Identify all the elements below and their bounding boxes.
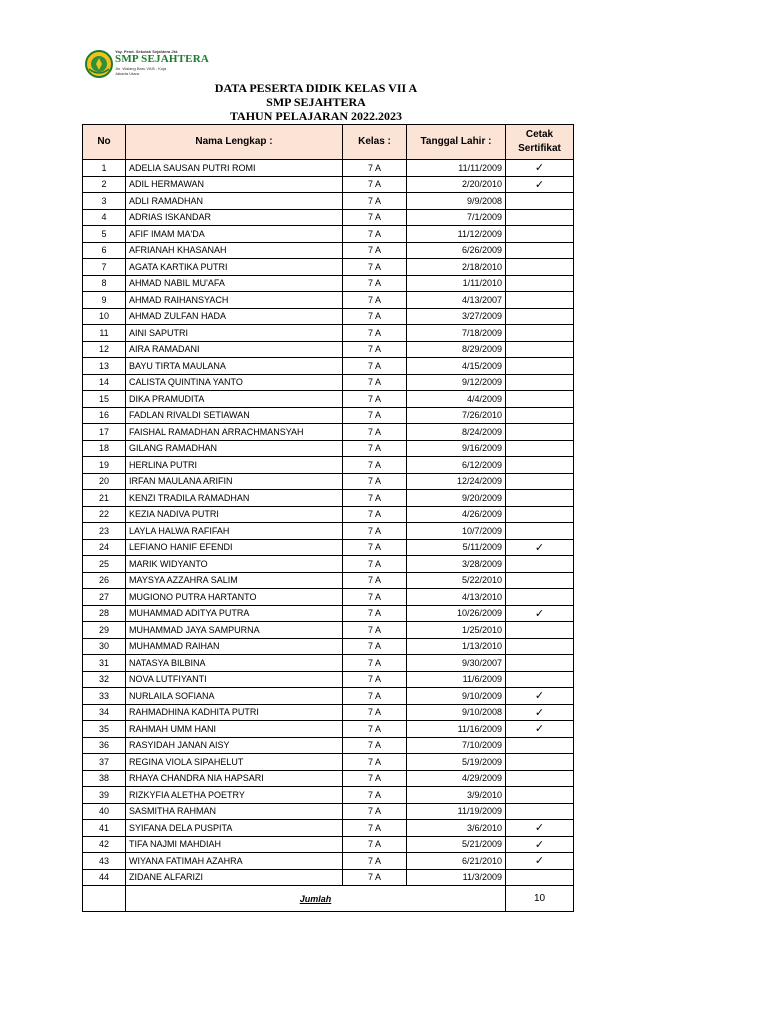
logo-org-name: Yay. Pend. Sekolah Sejahtera Jkt. xyxy=(115,49,179,54)
header-cetak xyxy=(506,125,574,160)
header-cetak-line1: Cetak xyxy=(525,129,554,140)
cell-no: 32 xyxy=(83,671,126,688)
cell-no: 9 xyxy=(83,292,126,309)
cell-nama: DIKA PRAMUDITA xyxy=(126,391,343,408)
cell-nama: ADRIAS ISKANDAR xyxy=(126,209,343,226)
cell-tanggal: 12/24/2009 xyxy=(407,473,506,490)
cell-kelas: 7 A xyxy=(343,754,407,771)
cell-nama: ADLI RAMADHAN xyxy=(126,193,343,210)
table-row xyxy=(83,803,574,820)
cell-no: 24 xyxy=(83,539,126,556)
cell-tanggal: 6/21/2010 xyxy=(407,853,506,870)
cell-nama: MARIK WIDYANTO xyxy=(126,556,343,573)
cell-kelas: 7 A xyxy=(343,704,407,721)
cell-no: 43 xyxy=(83,853,126,870)
cell-tanggal: 11/19/2009 xyxy=(407,803,506,820)
cell-no: 38 xyxy=(83,770,126,787)
title-line1: DATA PESERTA DIDIK KELAS VII A xyxy=(214,81,418,95)
cell-tanggal: 11/16/2009 xyxy=(407,721,506,738)
cell-cetak xyxy=(506,292,574,309)
cell-nama: MUHAMMAD ADITYA PUTRA xyxy=(126,605,343,622)
cell-cetak xyxy=(506,655,574,672)
cell-kelas: 7 A xyxy=(343,457,407,474)
cell-kelas: 7 A xyxy=(343,358,407,375)
cell-tanggal: 8/29/2009 xyxy=(407,341,506,358)
cell-tanggal: 2/20/2010 xyxy=(407,176,506,193)
cell-no: 25 xyxy=(83,556,126,573)
cell-nama: AFRIANAH KHASANAH xyxy=(126,242,343,259)
table-body xyxy=(83,160,574,886)
cell-no: 8 xyxy=(83,275,126,292)
logo-address-line1: Jln. Walang Baru VII/8 - Koja xyxy=(115,66,167,71)
table-row xyxy=(83,160,574,177)
cell-kelas: 7 A xyxy=(343,655,407,672)
cell-nama: KEZIA NADIVA PUTRI xyxy=(126,506,343,523)
table-row xyxy=(83,275,574,292)
cell-nama: MAYSYA AZZAHRA SALIM xyxy=(126,572,343,589)
table-row xyxy=(83,605,574,622)
cell-kelas: 7 A xyxy=(343,820,407,837)
cell-no: 20 xyxy=(83,473,126,490)
cell-cetak xyxy=(506,193,574,210)
checkmark-icon: ✓ xyxy=(506,704,574,721)
cell-kelas: 7 A xyxy=(343,737,407,754)
school-logo xyxy=(84,49,244,79)
cell-tanggal: 4/4/2009 xyxy=(407,391,506,408)
cell-tanggal: 2/18/2010 xyxy=(407,259,506,276)
table-row xyxy=(83,572,574,589)
cell-nama: RAHMADHINA KADHITA PUTRI xyxy=(126,704,343,721)
cell-no: 2 xyxy=(83,176,126,193)
cell-no: 33 xyxy=(83,688,126,705)
cell-no: 36 xyxy=(83,737,126,754)
cell-cetak xyxy=(506,787,574,804)
cell-kelas: 7 A xyxy=(343,374,407,391)
cell-tanggal: 8/24/2009 xyxy=(407,424,506,441)
table-row xyxy=(83,242,574,259)
cell-kelas: 7 A xyxy=(343,391,407,408)
cell-tanggal: 5/22/2010 xyxy=(407,572,506,589)
cell-no: 1 xyxy=(83,160,126,177)
cell-no: 34 xyxy=(83,704,126,721)
checkmark-icon: ✓ xyxy=(506,176,574,193)
table-row xyxy=(83,539,574,556)
cell-tanggal: 11/3/2009 xyxy=(407,869,506,886)
cell-cetak xyxy=(506,308,574,325)
cell-cetak xyxy=(506,622,574,639)
cell-cetak xyxy=(506,457,574,474)
table-row xyxy=(83,341,574,358)
cell-nama: REGINA VIOLA SIPAHELUT xyxy=(126,754,343,771)
cell-no: 31 xyxy=(83,655,126,672)
cell-no: 12 xyxy=(83,341,126,358)
cell-tanggal: 7/1/2009 xyxy=(407,209,506,226)
title-line2: SMP SEJAHTERA xyxy=(266,95,366,109)
table-row xyxy=(83,374,574,391)
total-label: Jumlah xyxy=(126,886,506,912)
cell-kelas: 7 A xyxy=(343,275,407,292)
cell-kelas: 7 A xyxy=(343,622,407,639)
cell-nama: LEFIANO HANIF EFENDI xyxy=(126,539,343,556)
cell-kelas: 7 A xyxy=(343,688,407,705)
table-row xyxy=(83,391,574,408)
cell-cetak xyxy=(506,275,574,292)
cell-no: 18 xyxy=(83,440,126,457)
cell-cetak xyxy=(506,424,574,441)
cell-cetak xyxy=(506,572,574,589)
logo-address-line2: Jakarta Utara xyxy=(115,71,140,76)
cell-tanggal: 6/26/2009 xyxy=(407,242,506,259)
cell-cetak xyxy=(506,259,574,276)
cell-no: 15 xyxy=(83,391,126,408)
cell-nama: LAYLA HALWA RAFIFAH xyxy=(126,523,343,540)
cell-kelas: 7 A xyxy=(343,556,407,573)
cell-tanggal: 3/27/2009 xyxy=(407,308,506,325)
cell-tanggal: 11/6/2009 xyxy=(407,671,506,688)
cell-nama: IRFAN MAULANA ARIFIN xyxy=(126,473,343,490)
cell-nama: GILANG RAMADHAN xyxy=(126,440,343,457)
cell-tanggal: 9/16/2009 xyxy=(407,440,506,457)
cell-tanggal: 5/21/2009 xyxy=(407,836,506,853)
cell-tanggal: 4/13/2007 xyxy=(407,292,506,309)
cell-tanggal: 7/26/2010 xyxy=(407,407,506,424)
cell-nama: AINI SAPUTRI xyxy=(126,325,343,342)
cell-no: 29 xyxy=(83,622,126,639)
total-row xyxy=(83,886,574,912)
cell-cetak xyxy=(506,506,574,523)
cell-kelas: 7 A xyxy=(343,770,407,787)
cell-nama: RASYIDAH JANAN AISY xyxy=(126,737,343,754)
table-row xyxy=(83,226,574,243)
table-row xyxy=(83,292,574,309)
cell-tanggal: 9/30/2007 xyxy=(407,655,506,672)
student-table xyxy=(82,124,574,912)
cell-tanggal: 9/12/2009 xyxy=(407,374,506,391)
table-row xyxy=(83,424,574,441)
cell-tanggal: 4/26/2009 xyxy=(407,506,506,523)
logo-address xyxy=(115,66,166,76)
table-row xyxy=(83,671,574,688)
cell-cetak xyxy=(506,754,574,771)
cell-nama: NATASYA BILBINA xyxy=(126,655,343,672)
cell-kelas: 7 A xyxy=(343,572,407,589)
table-row xyxy=(83,754,574,771)
cell-tanggal: 9/20/2009 xyxy=(407,490,506,507)
cell-cetak xyxy=(506,391,574,408)
cell-nama: NOVA LUTFIYANTI xyxy=(126,671,343,688)
cell-tanggal: 5/19/2009 xyxy=(407,754,506,771)
cell-nama: WIYANA FATIMAH AZAHRA xyxy=(126,853,343,870)
cell-cetak xyxy=(506,671,574,688)
cell-nama: TIFA NAJMI MAHDIAH xyxy=(126,836,343,853)
cell-nama: NURLAILA SOFIANA xyxy=(126,688,343,705)
cell-tanggal: 1/11/2010 xyxy=(407,275,506,292)
table-row xyxy=(83,787,574,804)
cell-no: 6 xyxy=(83,242,126,259)
table-row xyxy=(83,655,574,672)
cell-no: 30 xyxy=(83,638,126,655)
cell-cetak xyxy=(506,869,574,886)
cell-kelas: 7 A xyxy=(343,176,407,193)
cell-nama: ADELIA SAUSAN PUTRI ROMI xyxy=(126,160,343,177)
table-row xyxy=(83,358,574,375)
checkmark-icon: ✓ xyxy=(506,853,574,870)
checkmark-icon: ✓ xyxy=(506,820,574,837)
checkmark-icon: ✓ xyxy=(506,605,574,622)
table-row xyxy=(83,589,574,606)
cell-cetak xyxy=(506,490,574,507)
table-row xyxy=(83,622,574,639)
cell-kelas: 7 A xyxy=(343,325,407,342)
cell-cetak xyxy=(506,374,574,391)
total-empty-cell xyxy=(83,886,126,912)
cell-kelas: 7 A xyxy=(343,721,407,738)
cell-cetak xyxy=(506,770,574,787)
cell-cetak xyxy=(506,556,574,573)
table-row xyxy=(83,440,574,457)
cell-tanggal: 6/12/2009 xyxy=(407,457,506,474)
header-kelas: Kelas : xyxy=(343,125,407,160)
cell-tanggal: 11/12/2009 xyxy=(407,226,506,243)
cell-kelas: 7 A xyxy=(343,638,407,655)
table-row xyxy=(83,209,574,226)
cell-kelas: 7 A xyxy=(343,308,407,325)
logo-school-name: SMP SEJAHTERA xyxy=(115,53,209,65)
cell-cetak xyxy=(506,440,574,457)
cell-tanggal: 7/10/2009 xyxy=(407,737,506,754)
cell-no: 13 xyxy=(83,358,126,375)
table-row xyxy=(83,308,574,325)
table-row xyxy=(83,704,574,721)
table-row xyxy=(83,721,574,738)
cell-kelas: 7 A xyxy=(343,407,407,424)
cell-no: 27 xyxy=(83,589,126,606)
checkmark-icon: ✓ xyxy=(506,160,574,177)
table-row xyxy=(83,556,574,573)
cell-kelas: 7 A xyxy=(343,605,407,622)
table-row xyxy=(83,836,574,853)
cell-cetak xyxy=(506,209,574,226)
cell-tanggal: 4/29/2009 xyxy=(407,770,506,787)
cell-kelas: 7 A xyxy=(343,242,407,259)
table-row xyxy=(83,523,574,540)
cell-tanggal: 10/26/2009 xyxy=(407,605,506,622)
cell-nama: FADLAN RIVALDI SETIAWAN xyxy=(126,407,343,424)
cell-kelas: 7 A xyxy=(343,226,407,243)
cell-nama: SYIFANA DELA PUSPITA xyxy=(126,820,343,837)
cell-cetak xyxy=(506,407,574,424)
cell-cetak xyxy=(506,473,574,490)
cell-kelas: 7 A xyxy=(343,539,407,556)
cell-tanggal: 3/6/2010 xyxy=(407,820,506,837)
header-nama: Nama Lengkap : xyxy=(126,125,343,160)
cell-tanggal: 5/11/2009 xyxy=(407,539,506,556)
cell-tanggal: 3/28/2009 xyxy=(407,556,506,573)
table-row xyxy=(83,457,574,474)
cell-no: 28 xyxy=(83,605,126,622)
cell-tanggal: 1/13/2010 xyxy=(407,638,506,655)
cell-no: 44 xyxy=(83,869,126,886)
cell-kelas: 7 A xyxy=(343,193,407,210)
cell-nama: AHMAD ZULFAN HADA xyxy=(126,308,343,325)
cell-cetak xyxy=(506,242,574,259)
checkmark-icon: ✓ xyxy=(506,836,574,853)
cell-nama: FAISHAL RAMADHAN ARRACHMANSYAH xyxy=(126,424,343,441)
cell-kelas: 7 A xyxy=(343,671,407,688)
cell-no: 14 xyxy=(83,374,126,391)
checkmark-icon: ✓ xyxy=(506,721,574,738)
cell-no: 4 xyxy=(83,209,126,226)
cell-nama: MUHAMMAD JAYA SAMPURNA xyxy=(126,622,343,639)
cell-nama: KENZI TRADILA RAMADHAN xyxy=(126,490,343,507)
cell-no: 11 xyxy=(83,325,126,342)
cell-kelas: 7 A xyxy=(343,787,407,804)
cell-kelas: 7 A xyxy=(343,259,407,276)
cell-no: 5 xyxy=(83,226,126,243)
cell-no: 42 xyxy=(83,836,126,853)
cell-tanggal: 1/25/2010 xyxy=(407,622,506,639)
table-row xyxy=(83,853,574,870)
cell-tanggal: 9/10/2008 xyxy=(407,704,506,721)
cell-kelas: 7 A xyxy=(343,160,407,177)
cell-cetak xyxy=(506,803,574,820)
cell-kelas: 7 A xyxy=(343,424,407,441)
cell-no: 39 xyxy=(83,787,126,804)
cell-no: 41 xyxy=(83,820,126,837)
cell-nama: RHAYA CHANDRA NIA HAPSARI xyxy=(126,770,343,787)
cell-nama: AIRA RAMADANI xyxy=(126,341,343,358)
cell-nama: AFIF IMAM MA'DA xyxy=(126,226,343,243)
cell-kelas: 7 A xyxy=(343,836,407,853)
cell-cetak xyxy=(506,737,574,754)
checkmark-icon: ✓ xyxy=(506,539,574,556)
table-row xyxy=(83,869,574,886)
cell-no: 23 xyxy=(83,523,126,540)
cell-kelas: 7 A xyxy=(343,523,407,540)
cell-tanggal: 7/18/2009 xyxy=(407,325,506,342)
table-row xyxy=(83,490,574,507)
cell-cetak xyxy=(506,358,574,375)
cell-nama: AHMAD NABIL MU'AFA xyxy=(126,275,343,292)
cell-kelas: 7 A xyxy=(343,869,407,886)
cell-no: 26 xyxy=(83,572,126,589)
header-cetak-line2: Sertifikat xyxy=(518,143,561,154)
cell-nama: RIZKYFIA ALETHA POETRY xyxy=(126,787,343,804)
cell-no: 7 xyxy=(83,259,126,276)
table-row xyxy=(83,325,574,342)
cell-cetak xyxy=(506,638,574,655)
document-title xyxy=(150,81,482,123)
table-row xyxy=(83,176,574,193)
cell-kelas: 7 A xyxy=(343,473,407,490)
cell-tanggal: 4/13/2010 xyxy=(407,589,506,606)
cell-nama: BAYU TIRTA MAULANA xyxy=(126,358,343,375)
cell-nama: HERLINA PUTRI xyxy=(126,457,343,474)
cell-nama: SASMITHA RAHMAN xyxy=(126,803,343,820)
table-header-row xyxy=(83,125,574,160)
cell-kelas: 7 A xyxy=(343,490,407,507)
cell-no: 19 xyxy=(83,457,126,474)
cell-cetak xyxy=(506,325,574,342)
cell-cetak xyxy=(506,523,574,540)
title-line3: TAHUN PELAJARAN 2022.2023 xyxy=(229,109,403,123)
cell-no: 10 xyxy=(83,308,126,325)
cell-kelas: 7 A xyxy=(343,853,407,870)
table-row xyxy=(83,193,574,210)
cell-no: 22 xyxy=(83,506,126,523)
table-row xyxy=(83,506,574,523)
cell-nama: ADIL HERMAWAN xyxy=(126,176,343,193)
cell-tanggal: 4/15/2009 xyxy=(407,358,506,375)
cell-nama: ZIDANE ALFARIZI xyxy=(126,869,343,886)
cell-tanggal: 11/11/2009 xyxy=(407,160,506,177)
cell-cetak xyxy=(506,341,574,358)
table-row xyxy=(83,688,574,705)
table-row xyxy=(83,737,574,754)
cell-kelas: 7 A xyxy=(343,506,407,523)
cell-no: 21 xyxy=(83,490,126,507)
header-no: No xyxy=(83,125,126,160)
cell-no: 37 xyxy=(83,754,126,771)
cell-tanggal: 3/9/2010 xyxy=(407,787,506,804)
cell-no: 3 xyxy=(83,193,126,210)
cell-cetak xyxy=(506,226,574,243)
cell-no: 40 xyxy=(83,803,126,820)
cell-tanggal: 9/9/2008 xyxy=(407,193,506,210)
cell-kelas: 7 A xyxy=(343,803,407,820)
table-row xyxy=(83,473,574,490)
header-tanggal: Tanggal Lahir : xyxy=(407,125,506,160)
total-value: 10 xyxy=(506,886,574,912)
cell-kelas: 7 A xyxy=(343,589,407,606)
table-row xyxy=(83,638,574,655)
table-row xyxy=(83,820,574,837)
cell-no: 17 xyxy=(83,424,126,441)
table-row xyxy=(83,259,574,276)
cell-cetak xyxy=(506,589,574,606)
cell-kelas: 7 A xyxy=(343,292,407,309)
cell-tanggal: 10/7/2009 xyxy=(407,523,506,540)
table-row xyxy=(83,770,574,787)
cell-kelas: 7 A xyxy=(343,209,407,226)
cell-nama: MUHAMMAD RAIHAN xyxy=(126,638,343,655)
table-row xyxy=(83,407,574,424)
cell-kelas: 7 A xyxy=(343,341,407,358)
cell-nama: AGATA KARTIKA PUTRI xyxy=(126,259,343,276)
checkmark-icon: ✓ xyxy=(506,688,574,705)
cell-nama: CALISTA QUINTINA YANTO xyxy=(126,374,343,391)
cell-tanggal: 9/10/2009 xyxy=(407,688,506,705)
cell-nama: MUGIONO PUTRA HARTANTO xyxy=(126,589,343,606)
school-emblem-icon xyxy=(84,49,114,79)
cell-no: 35 xyxy=(83,721,126,738)
cell-kelas: 7 A xyxy=(343,440,407,457)
cell-nama: RAHMAH UMM HANI xyxy=(126,721,343,738)
cell-no: 16 xyxy=(83,407,126,424)
cell-nama: AHMAD RAIHANSYACH xyxy=(126,292,343,309)
